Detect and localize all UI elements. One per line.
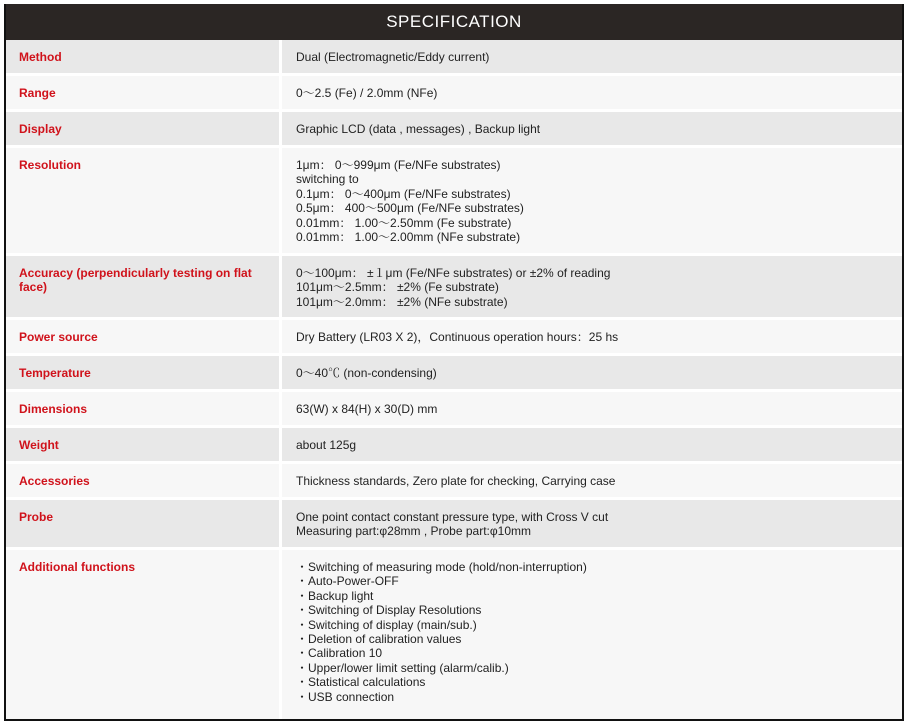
spec-value [282, 428, 902, 464]
spec-value-line: ・Upper/lower limit setting (alarm/calib.) [296, 660, 509, 675]
spec-value-line: 0.01mm： 1.00～2.50mm (Fe substrate) [296, 215, 512, 230]
spec-value-line: Graphic LCD (data , messages) , Backup light [296, 122, 541, 136]
spec-label: Resolution [6, 148, 282, 256]
spec-label: Display [6, 112, 282, 148]
spec-value [282, 112, 902, 148]
spec-value-line: about 125g [296, 438, 357, 452]
spec-table [6, 40, 902, 719]
spec-row [6, 76, 902, 112]
spec-value-line: ・Backup light [296, 588, 374, 603]
spec-value [282, 464, 902, 500]
spec-value-line: Dual (Electromagnetic/Eddy current) [296, 50, 490, 64]
spec-label: Range [6, 76, 282, 112]
spec-value [282, 550, 902, 719]
spec-value-line: 0～100μm： ±１μm (Fe/NFe substrates) or ±2% of reading [296, 266, 611, 280]
spec-value-line: switching to [296, 172, 359, 187]
spec-value-line: ・Statistical calculations [296, 675, 426, 690]
spec-value-line: 0.5μm： 400～500μm (Fe/NFe substrates) [296, 201, 524, 216]
spec-label: Accessories [6, 464, 282, 500]
spec-value [282, 76, 902, 112]
spec-value [282, 392, 902, 428]
spec-row [6, 320, 902, 356]
spec-value-line: ・Deletion of calibration values [296, 632, 462, 647]
spec-label: Probe [6, 500, 282, 550]
spec-value-line: Dry Battery (LR03 X 2)，Continuous operation hours：25 hs [296, 330, 619, 344]
spec-value-line: 1μm： 0～999μm (Fe/NFe substrates) [296, 158, 501, 172]
spec-value [282, 256, 902, 320]
spec-value-line: Thickness standards, Zero plate for checking, Carrying case [296, 474, 616, 488]
spec-label: Temperature [6, 356, 282, 392]
spec-table-container [4, 4, 904, 721]
spec-row [6, 392, 902, 428]
spec-row [6, 428, 902, 464]
spec-value [282, 148, 902, 256]
spec-row [6, 148, 902, 256]
spec-label: Additional functions [6, 550, 282, 719]
spec-value-line: Measuring part:φ28mm , Probe part:φ10mm [296, 524, 531, 539]
spec-row [6, 550, 902, 719]
spec-value-line: ・Switching of display (main/sub.) [296, 617, 477, 632]
spec-value [282, 500, 902, 550]
spec-label: Method [6, 40, 282, 76]
spec-value-line: 63(W) x 84(H) x 30(D) mm [296, 402, 438, 416]
spec-label: Dimensions [6, 392, 282, 428]
spec-value-line: ・Auto-Power-OFF [296, 574, 399, 589]
spec-value-line: ・Calibration 10 [296, 646, 383, 661]
spec-label: Weight [6, 428, 282, 464]
spec-label: Power source [6, 320, 282, 356]
spec-row [6, 40, 902, 76]
spec-row [6, 256, 902, 320]
spec-row [6, 356, 902, 392]
spec-value [282, 40, 902, 76]
spec-title: SPECIFICATION [6, 4, 902, 40]
spec-value-line: 0～2.5 (Fe) / 2.0mm (NFe) [296, 86, 438, 100]
spec-value-line: 0.01mm： 1.00～2.00mm (NFe substrate) [296, 230, 521, 245]
spec-label: Accuracy (perpendicularly testing on flat face) [6, 256, 282, 320]
spec-row [6, 464, 902, 500]
spec-value [282, 356, 902, 392]
spec-row [6, 500, 902, 550]
spec-value-line: 0～40℃ (non-condensing) [296, 366, 437, 380]
spec-row [6, 112, 902, 148]
spec-value-line: ・Switching of Display Resolutions [296, 603, 482, 618]
spec-value-line: ・USB connection [296, 689, 395, 704]
spec-value-line: 0.1μm： 0～400μm (Fe/NFe substrates) [296, 186, 511, 201]
spec-value [282, 320, 902, 356]
spec-value-line: 101μm～2.0mm： ±2% (NFe substrate) [296, 294, 508, 309]
spec-value-line: ・Switching of measuring mode (hold/non-interruption) [296, 560, 587, 574]
spec-value-line: 101μm～2.5mm： ±2% (Fe substrate) [296, 280, 499, 295]
spec-value-line: One point contact constant pressure type, with Cross V cut [296, 510, 609, 524]
